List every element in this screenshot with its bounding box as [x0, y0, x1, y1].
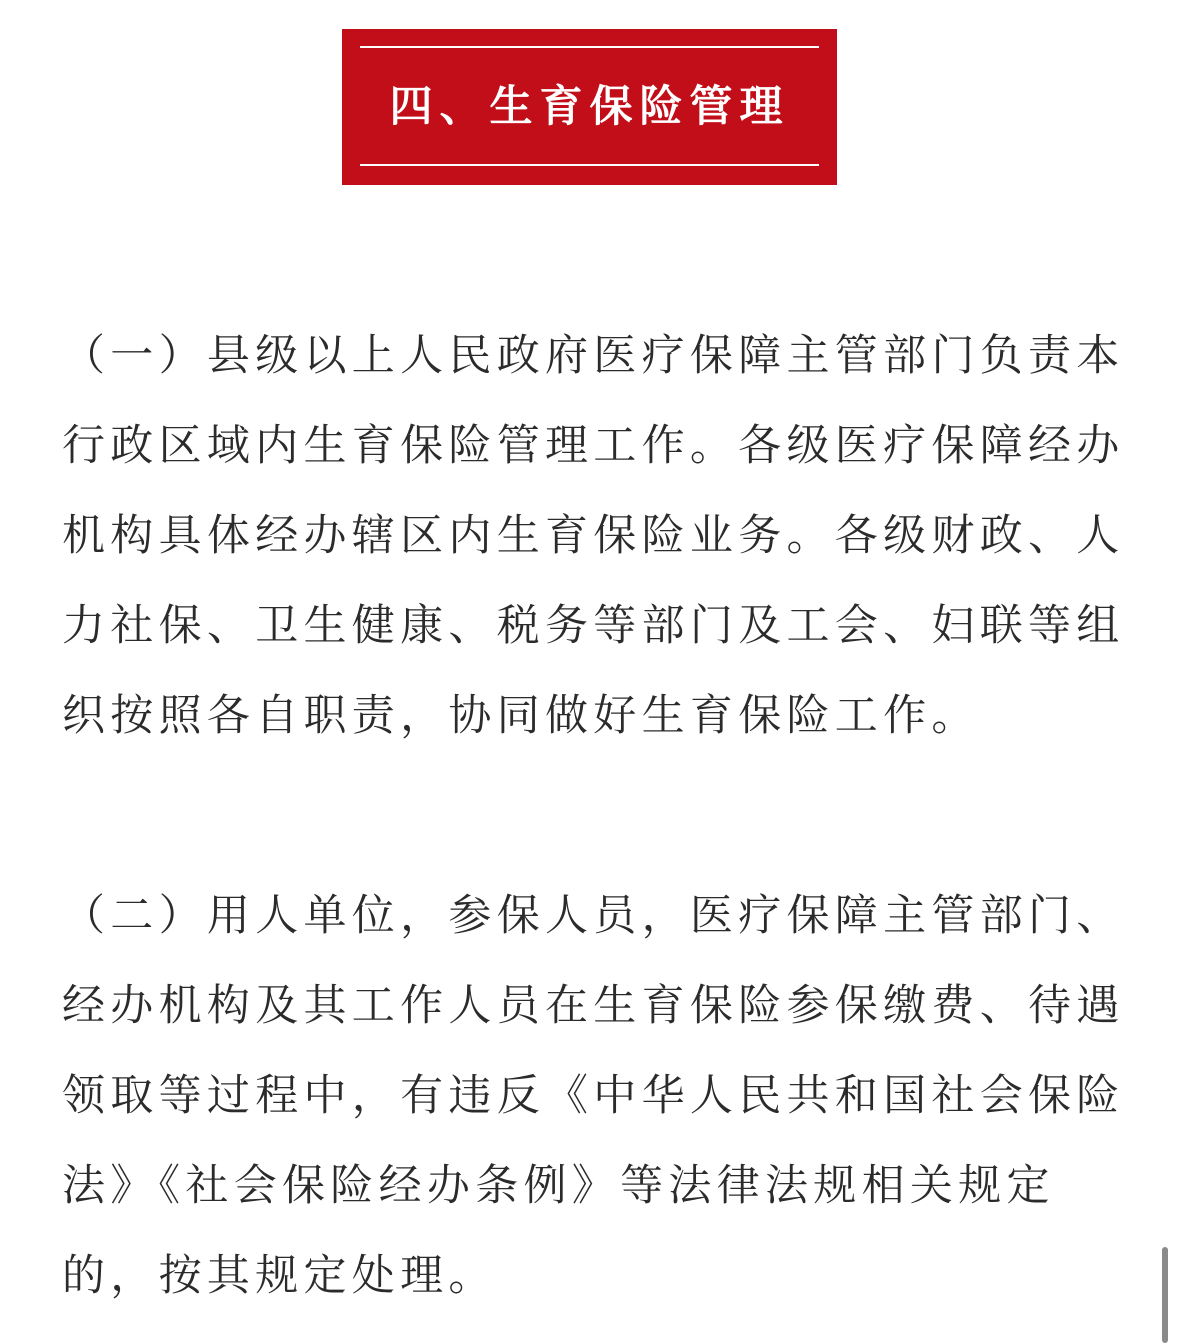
paragraph-line: 机构具体经办辖区内生育保险业务。各级财政、人: [62, 511, 1125, 561]
paragraph-management-responsibility: [62, 311, 1125, 761]
paragraph-line: 的，按其规定处理。: [62, 1251, 497, 1301]
banner-bottom-rule: [360, 164, 819, 166]
paragraph-line: 经办机构及其工作人员在生育保险参保缴费、待遇: [62, 981, 1125, 1031]
paragraph-legal-liability: [62, 871, 1125, 1321]
paragraph-line: 法》《社会保险经办条例》等法律法规相关规定: [62, 1161, 1055, 1211]
paragraph-line: 力社保、卫生健康、税务等部门及工会、妇联等组: [62, 601, 1125, 651]
scrollbar-thumb[interactable]: [1162, 1247, 1168, 1343]
section-title-banner: [342, 29, 837, 185]
paragraph-line: （二）用人单位，参保人员，医疗保障主管部门、: [62, 891, 1125, 941]
paragraph-line: 行政区域内生育保险管理工作。各级医疗保障经办: [62, 421, 1125, 471]
paragraph-line: （一）县级以上人民政府医疗保障主管部门负责本: [62, 331, 1125, 381]
paragraph-line: 织按照各自职责，协同做好生育保险工作。: [62, 691, 980, 741]
banner-top-rule: [360, 46, 819, 48]
paragraph-line: 领取等过程中，有违反《中华人民共和国社会保险: [62, 1071, 1125, 1121]
section-title: 四、生育保险管理: [389, 82, 790, 132]
